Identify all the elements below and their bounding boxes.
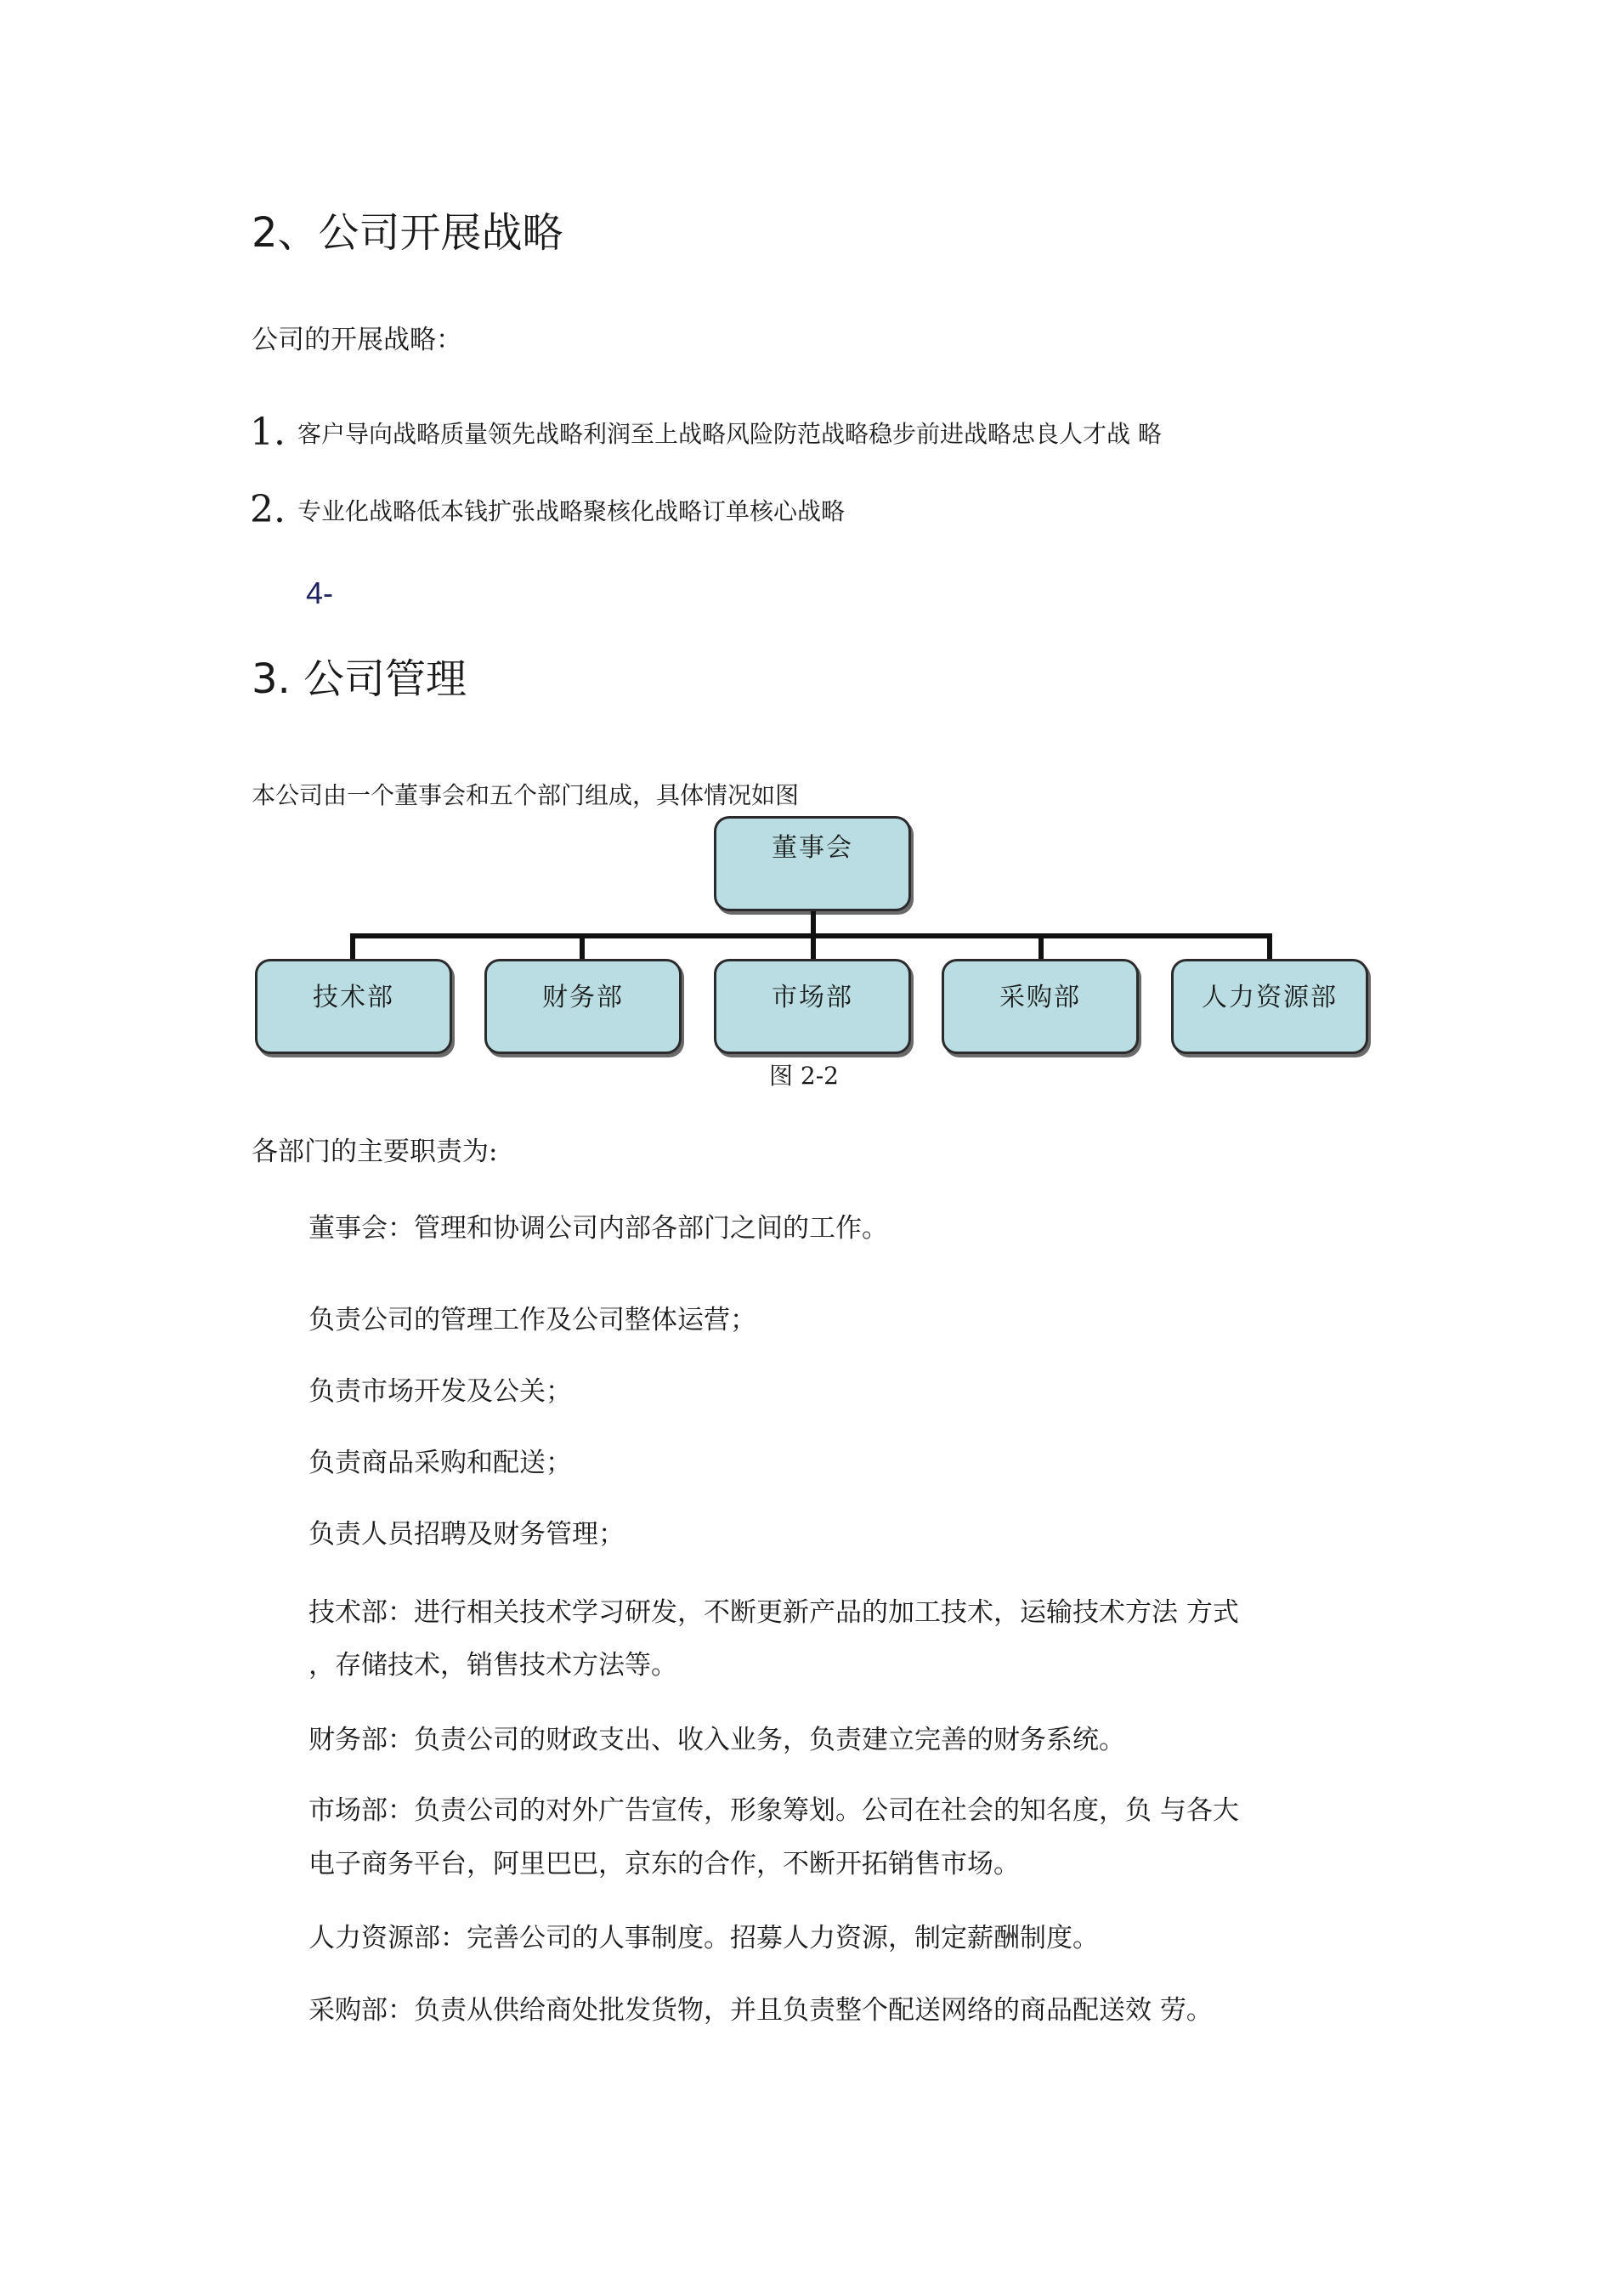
section-heading-management: 3. 公司管理 [252,655,467,703]
page-marker: 4- [306,575,334,610]
management-intro: 本公司由一个董事会和五个部门组成，具体情况如图 [252,781,800,809]
org-node-finance [484,959,682,1054]
duty-board: 董事会：管理和协调公司内部各部门之间的工作。 [308,1213,888,1244]
org-node-hr-label: 人力资源部 [1202,983,1338,1012]
connector-hr [1267,933,1272,962]
board-item-1: 负责公司的管理工作及公司整体运营； [308,1305,756,1335]
org-node-market-label: 市场部 [772,983,853,1012]
duties-title: 各部门的主要职责为: [252,1137,498,1167]
list-item-2: 专业化战略低本钱扩张战略聚核化战略订单核心战略 [297,497,846,525]
board-item-2: 负责市场开发及公关； [308,1376,572,1407]
strategy-intro: 公司的开展战略： [252,325,462,355]
board-item-4: 负责人员招聘及财务管理； [308,1519,625,1550]
org-node-market [714,959,911,1054]
section-heading-strategy: 2、公司开展战略 [252,209,563,257]
duty-purchase: 采购部：负责从供给商处批发货物，并且负责整个配送网络的商品配送效 劳。 [308,1995,1213,2026]
org-node-board-label: 董事会 [772,833,853,863]
org-node-tech [255,959,452,1054]
duty-market-line1: 市场部：负责公司的对外广告宣传，形象筹划。公司在社会的知名度，负 与各大 [308,1795,1239,1826]
board-item-3: 负责商品采购和配送； [308,1448,572,1478]
org-node-board [714,816,911,911]
org-node-purchase-label: 采购部 [999,983,1081,1012]
org-node-hr [1171,959,1368,1054]
list-item-1: 客户导向战略质量领先战略利润至上战略风险防范战略稳步前进战略忠良人才战 略 [297,420,1162,448]
duty-tech-line2: ，存储技术，销售技术方法等。 [308,1650,677,1681]
duty-finance: 财务部：负责公司的财政支出、收入业务，负责建立完善的财务系统。 [308,1725,1125,1755]
figure-caption: 图 2-2 [769,1062,839,1090]
duty-tech-line1: 技术部：进行相关技术学习研发，不断更新产品的加工技术，运输技术方法 方式 [308,1597,1239,1628]
duty-market-line2: 电子商务平台，阿里巴巴，京东的合作，不断开拓销售市场。 [308,1849,1020,1879]
list-number-2: 2. [250,488,286,531]
duty-hr: 人力资源部：完善公司的人事制度。招募人力资源，制定薪酬制度。 [308,1923,1099,1953]
org-node-finance-label: 财务部 [542,983,624,1012]
org-node-purchase [942,959,1139,1054]
connector-market [811,933,816,962]
connector-finance [580,933,585,962]
list-number-1: 1. [250,411,286,454]
connector-purchase [1039,933,1044,962]
connector-tech [350,933,355,962]
org-node-tech-label: 技术部 [313,983,394,1012]
